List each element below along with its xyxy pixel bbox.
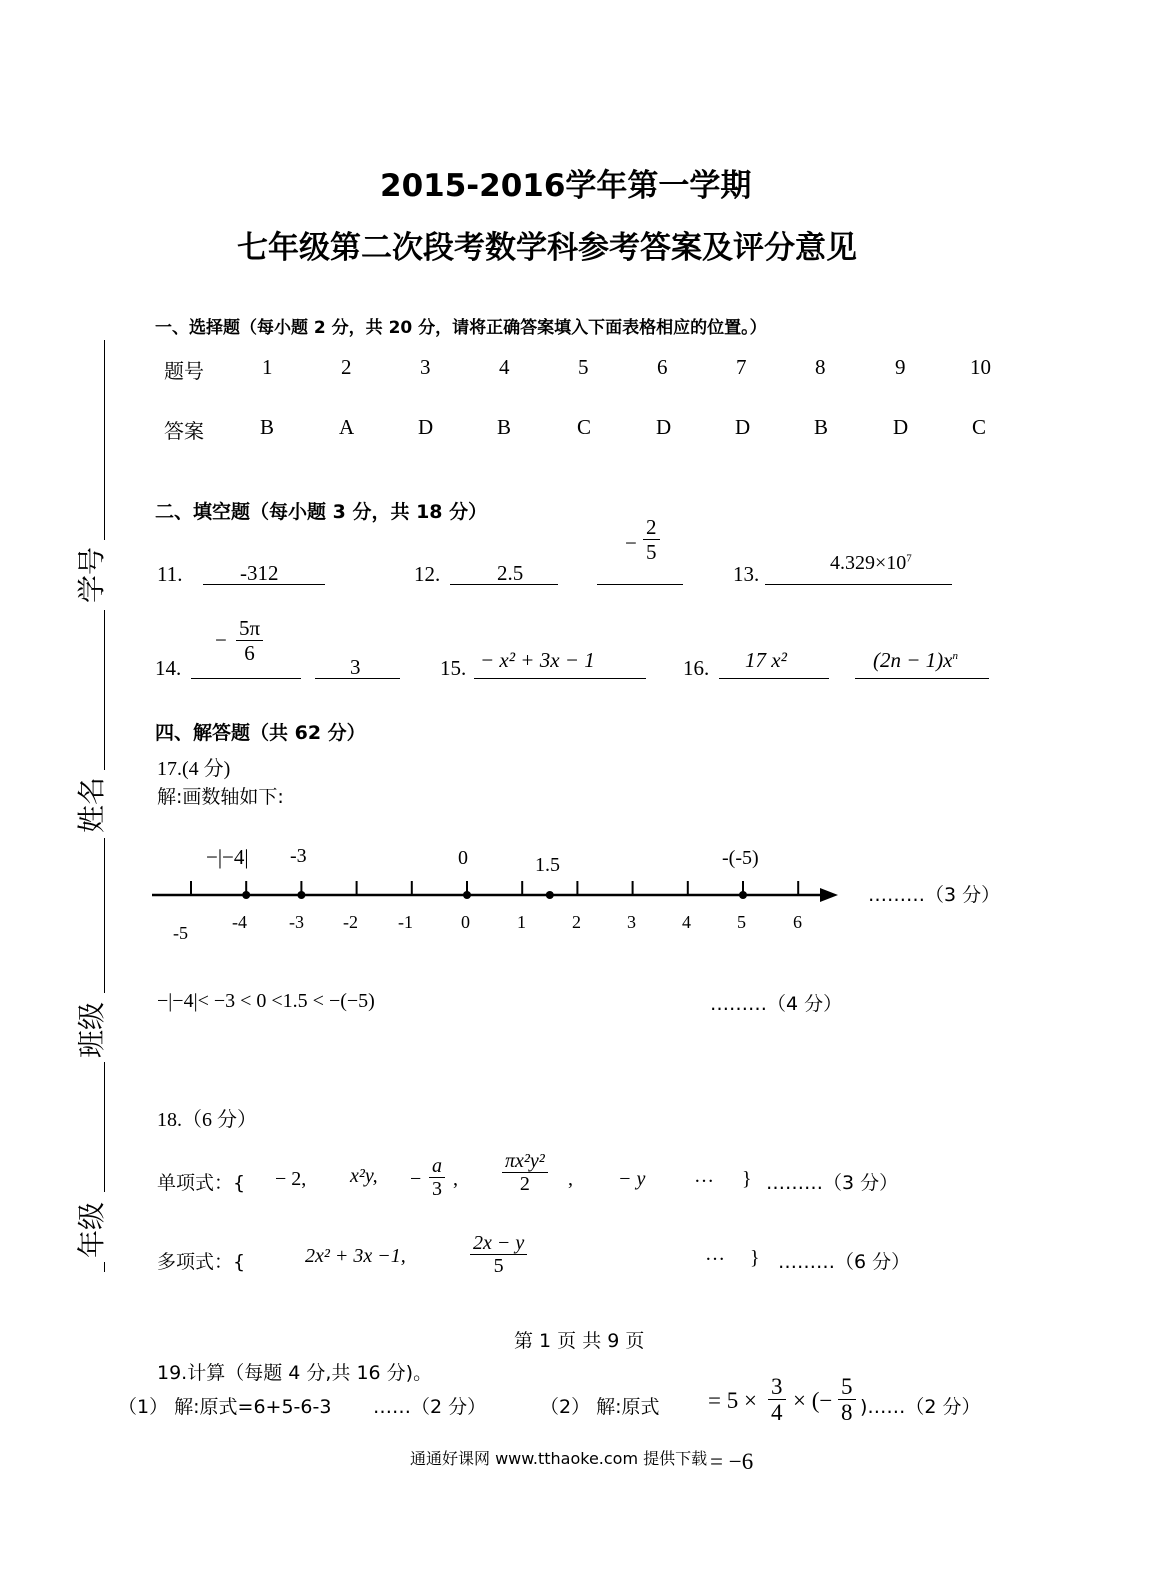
mcq-answer: B [260,415,275,439]
question-number-label: 题号 [164,359,204,383]
q19-fraction-5-8 [838,1374,856,1427]
mcq-answer: B [814,415,829,439]
q16-blank-1 [719,678,829,679]
mcq-answer: D [893,415,909,439]
number-line-graphic [152,881,838,902]
mcq-number: 2 [341,355,352,379]
monomial-fraction-a-3 [429,1155,445,1201]
tick-label: -2 [343,912,358,932]
polynomial-item: 2x² + 3x −1, [305,1245,406,1267]
fraction-denominator: 3 [432,1178,442,1200]
polynomial-fraction [470,1232,527,1278]
mcq-answer: D [735,415,751,439]
q14-answer-1-sign: − [215,628,227,652]
mcq-number: 10 [970,355,991,379]
q16-blank-2 [855,678,989,679]
q18-score-1: ………（3 分） [766,1172,899,1194]
q18-score-2: ………（6 分） [778,1251,911,1273]
mcq-answer: C [577,415,592,439]
q14-answer-2: 3 [350,655,361,679]
q14-blank-1 [191,678,301,679]
q19-part-1-score: ……（2 分） [373,1396,487,1418]
number-line-point [546,891,554,899]
q17-title: 17.(4 分) [157,758,231,780]
monomial-item: − [410,1168,422,1190]
mcq-answer: A [339,415,355,439]
polynomial-item: … [705,1243,725,1265]
fraction-numerator: πx²y² [502,1150,548,1173]
number-line-point [297,891,305,899]
q13-blank [765,584,952,585]
watermark: 通通好课网 www.tthaoke.com 提供下载 [410,1449,708,1468]
binding-line-top [104,340,105,540]
section2-heading: 二、填空题（每小题 3 分，共 18 分） [155,501,488,523]
mcq-number: 7 [736,355,747,379]
page-title-1: 2015-2016学年第一学期 [380,168,752,204]
q13-answer-exponent: 7 [906,552,912,565]
fraction-denominator: 4 [771,1400,783,1426]
tick-label: 3 [627,912,636,932]
binding-line-3 [104,838,105,993]
fraction-numerator: 5 [838,1374,856,1400]
q13-answer [830,552,912,575]
q14-number: 14. [155,656,182,680]
q12-answer-2-sign: − [625,531,637,555]
binding-line-2 [104,610,105,770]
q19-fraction-3-4 [768,1374,786,1427]
side-label-class: 班级 [75,1002,108,1059]
q11-answer: -312 [240,561,279,585]
number-line-point [463,891,471,899]
fraction-numerator: 2x − y [470,1232,527,1255]
fraction-denominator: 5 [493,1255,504,1277]
q19-part-2-expr-b: × (− [793,1388,833,1413]
q15-number: 15. [440,656,467,680]
binding-line-bottom [104,1262,105,1272]
q12-answer-2-fraction [643,516,660,564]
section4-heading: 四、解答题（共 62 分） [155,722,366,744]
tick-label: -1 [398,912,413,932]
mcq-answer: D [656,415,672,439]
q17-inequality: −|−4|< −3 < 0 <1.5 < −(−5) [157,990,375,1012]
q17-score-1: ………（3 分） [868,884,1001,906]
q16-answer-2-base: (2n − 1)x [873,648,953,672]
side-label-student-id: 学号 [75,547,108,604]
fraction-denominator: 5 [646,540,657,565]
monomial-fraction-pi [502,1150,548,1196]
q19-part-2-score: )……（2 分） [860,1396,981,1418]
monomial-item: … [694,1165,714,1187]
q19-title: 19.计算（每题 4 分,共 16 分)。 [157,1362,433,1384]
q13-answer-base: 4.329×10 [830,552,907,574]
polynomial-item: } [750,1247,760,1269]
q17-intro: 解:画数轴如下: [157,786,284,808]
mcq-answer: C [972,415,987,439]
q13-number: 13. [733,562,760,586]
monomial-item: } [742,1168,752,1190]
mcq-number: 9 [895,355,906,379]
q16-number: 16. [683,656,710,680]
mcq-answer: B [497,415,512,439]
q15-blank [474,678,646,679]
monomial-label: 单项式：{ [157,1172,246,1194]
answer-label: 答案 [164,419,204,443]
point-label-neg-3: -3 [290,845,307,867]
monomial-item: − y [618,1168,646,1190]
polynomial-label: 多项式：{ [157,1251,246,1273]
fraction-denominator: 8 [841,1400,853,1426]
mcq-number: 5 [578,355,589,379]
q19-part-2-expr-a: = 5 × [708,1388,757,1413]
q16-answer-1: 17 x² [745,648,787,672]
section1-heading: 一、选择题（每小题 2 分，共 20 分，请将正确答案填入下面表格相应的位置。） [155,318,767,338]
number-line-point [739,891,747,899]
tick-label: -5 [173,923,188,943]
tick-label: 5 [737,912,746,932]
fraction-numerator: a [429,1155,445,1178]
arrow-head [820,888,838,902]
point-label-0: 0 [458,847,468,869]
binding-line-4 [104,1062,105,1192]
fraction-numerator: 2 [643,516,660,540]
q16-answer-2-exponent: n [952,650,958,662]
tick-label: 4 [682,912,691,932]
fraction-numerator: 3 [768,1374,786,1400]
monomial-item: x²y, [350,1165,378,1187]
monomial-item: , [453,1168,458,1190]
q12-blank-2 [597,584,683,585]
mcq-number: 3 [420,355,431,379]
point-label-1-5: 1.5 [535,854,560,876]
q14-answer-1-fraction [236,617,263,665]
mcq-number: 4 [499,355,510,379]
page-number: 第 1 页 共 9 页 [514,1330,645,1352]
tick-label: 6 [793,912,802,932]
fraction-denominator: 2 [519,1173,530,1195]
q11-number: 11. [157,562,183,586]
mcq-number: 6 [657,355,668,379]
q12-number: 12. [414,562,441,586]
number-line-point [242,891,250,899]
tick-label: 0 [461,912,470,932]
monomial-item: , [568,1168,573,1190]
mcq-number: 8 [815,355,826,379]
point-label-neg-neg-5: -(-5) [722,847,759,869]
tick-label: 1 [517,912,526,932]
q19-part-2: （2） 解:原式 [540,1396,660,1418]
fraction-denominator: 6 [244,641,255,666]
q15-answer: − x² + 3x − 1 [480,648,595,672]
q17-score-2: ………（4 分） [710,993,843,1015]
q19-part-1: （1） 解:原式=6+5-6-3 [118,1396,332,1418]
q12-answer-1: 2.5 [497,561,524,585]
mcq-number: 1 [262,355,273,379]
monomial-item: − 2, [275,1168,307,1190]
fraction-numerator: 5π [236,617,263,641]
point-label-neg-abs-4: −|−4| [206,845,249,869]
side-label-name: 姓名 [75,777,108,834]
tick-label: -4 [232,912,247,932]
tick-label: 2 [572,912,581,932]
page-title-2: 七年级第二次段考数学科参考答案及评分意见 [237,230,857,266]
q16-answer-2 [873,648,958,673]
q18-title: 18.（6 分） [157,1109,257,1131]
q19-part-2-result: = −6 [710,1449,754,1474]
tick-label: -3 [289,912,304,932]
side-label-grade: 年级 [75,1202,108,1259]
mcq-answer: D [418,415,434,439]
